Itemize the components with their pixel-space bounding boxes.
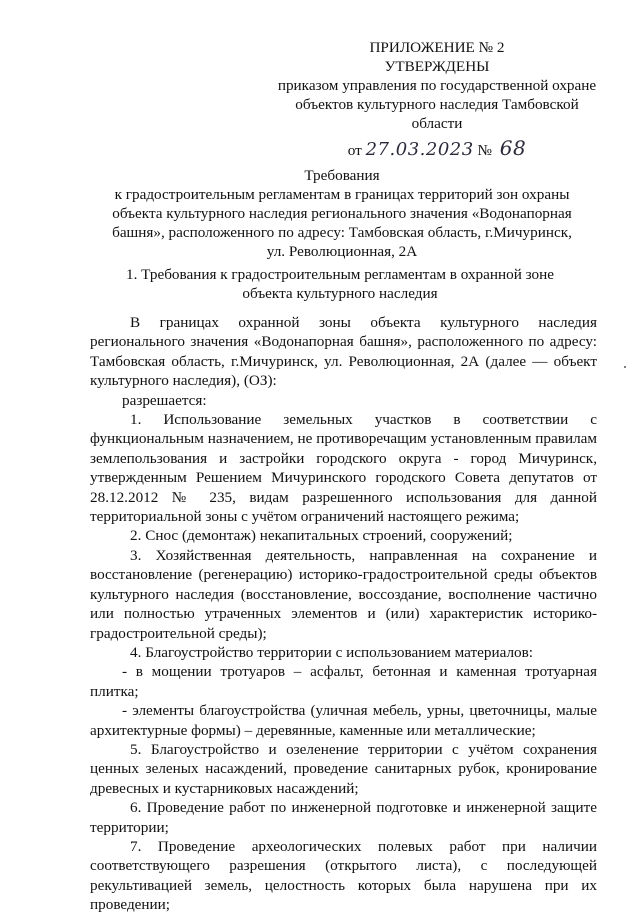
order-line: объектов культурного наследия Тамбовской (295, 96, 579, 113)
list-item: 7. Проведение археологических полевых работ при наличии соответствующего разрешения (открытого листа), с последующей рекультивацией земель, целостность которых была нарушена при их проведении; (90, 837, 597, 914)
date-prefix: от (347, 142, 362, 159)
list-subitem: - в мощении тротуаров – асфальт, бетонная и каменная тротуарная плитка; (90, 663, 597, 700)
section-title-line: объекта культурного наследия (242, 285, 438, 302)
list-item: 4. Благоустройство территории с использованием материалов: (130, 643, 534, 661)
appendix-title: ПРИЛОЖЕНИЕ № 2 (369, 39, 505, 56)
permitted-label: разрешается: (122, 391, 207, 409)
number-sign: № (477, 142, 492, 159)
list-item: 1. Использование земельных участков в соответствии с функциональным назначением, не противоречащим установленным правилам землепользования и застройки городского округа - город Мичуринск, утвержденным Решением Мичуринского городского Совета депутатов от 28.12.2012 № 235, видам разрешенного использования для данной территориальной зоны с учётом ограничений настоящего режима; (90, 411, 597, 526)
list-subitem: - элементы благоустройства (уличная мебель, урны, цветочницы, малые архитектурные формы) – деревянные, каменные или металлические; (90, 702, 597, 739)
approval-block (272, 38, 602, 159)
list-item: 3. Хозяйственная деятельность, направленная на сохранение и восстановление (регенерацию) историко-градостроительной среды объектов культурного наследия (восстановление, воссоздание, восполнение частично или полностью утраченных элементов и (или) характеристик историко-градостроительной среды); (90, 546, 597, 642)
scan-speck (624, 366, 626, 368)
requirements-title: Требования (304, 167, 380, 184)
list-item: 2. Снос (демонтаж) некапитальных строений, сооружений; (130, 527, 513, 545)
approved-label: УТВЕРЖДЕНЫ (384, 58, 490, 75)
section-title-line: 1. Требования к градостроительным регламентам в охранной зоне (125, 266, 555, 283)
requirements-heading-line: объекта культурного наследия регионального значения «Водонапорная (112, 205, 572, 222)
intro-paragraph: В границах охранной зоны объекта культурного наследия регионального значения «Водонапорная башня», расположенного по адресу: Тамбовская область, г.Мичуринск, ул. Революционная, 2А (далее — объект культурного наследия), (ОЗ): (90, 314, 597, 390)
requirements-heading-line: ул. Революционная, 2А (266, 243, 418, 260)
list-item: 6. Проведение работ по инженерной подготовке и инженерной защите территории; (90, 799, 597, 836)
order-date-line (272, 137, 602, 159)
handwritten-date: 27.03.2023 (365, 139, 474, 160)
requirements-heading (92, 166, 592, 261)
handwritten-number: 68 (499, 136, 527, 160)
order-line: области (411, 115, 463, 132)
order-line: приказом управления по государственной охране (277, 77, 597, 94)
section-1-body (90, 313, 597, 915)
requirements-heading-line: к градостроительным регламентам в границах территорий зон охраны (114, 186, 570, 203)
section-1-title (120, 265, 560, 303)
list-item: 5. Благоустройство и озеленение территории с учётом сохранения ценных зеленых насаждений, проведение санитарных рубок, кронирование древесных и кустарниковых насаждений; (90, 740, 597, 797)
requirements-heading-line: башня», расположенного по адресу: Тамбовская область, г.Мичуринск, (112, 224, 572, 241)
